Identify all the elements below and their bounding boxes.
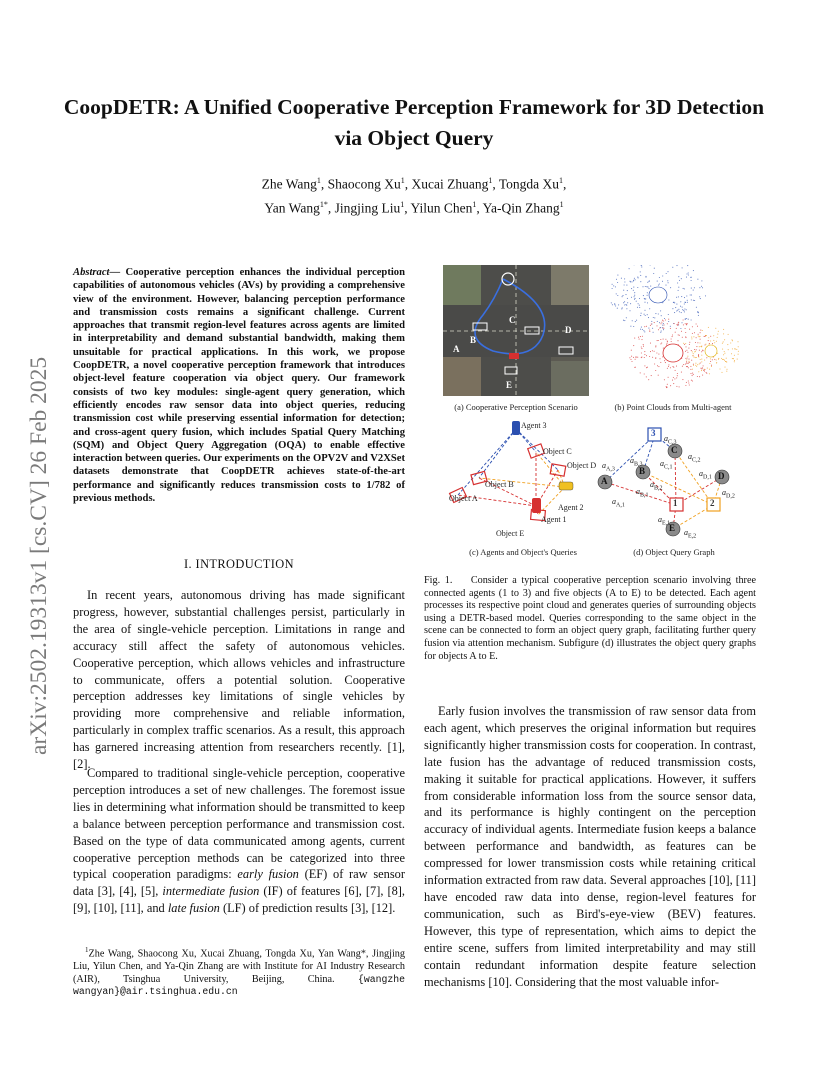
edge-label: $a_{B,1}$ xyxy=(636,487,649,499)
footnote-mark: 1 xyxy=(85,946,89,954)
arxiv-stamp-text: arXiv:2502.19313v1 [cs.CV] 26 Feb 2025 xyxy=(26,356,52,755)
affiliation-footnote xyxy=(73,944,405,999)
intro-paragraph-2 xyxy=(73,765,405,917)
author-affiliation-mark: 1 xyxy=(316,176,321,185)
node-agent-2: 2 xyxy=(710,498,715,508)
figure-d-query-graph xyxy=(596,418,752,543)
edge-label: $a_{E,2}$ xyxy=(684,528,697,540)
author-affiliation-mark: 1 xyxy=(559,199,564,209)
edge-label: $a_{C,3}$ xyxy=(664,434,677,446)
figure-a-scene xyxy=(443,265,589,396)
node-agent-1: 1 xyxy=(673,498,678,508)
label-object-e: Object E xyxy=(496,529,525,538)
intro-p2-part-b: (EF) of raw sensor data [3], [4], [5], xyxy=(73,867,405,899)
node-object-e: E xyxy=(669,523,676,533)
abstract-text: Cooperative perception enhances the individual perception capabilities of autonomous vehicles (AVs) by providing a comprehensive view of the environment. However, balancing perception performance and transmission costs remains a significant challenge. Current approaches that transmit region-level features across agents are limited in interpretability and demand substantial bandwidth, making them unsuitable for practical applications. In this work, we propose CoopDETR, a novel cooperative perception framework that introduces object-level feature cooperation via object query. Our framework consists of two key modules: single-agent query generation, which efficiently encodes raw sensor data into object queries, reducing transmission cost while preserving essential information for detection; and cross-agent query fusion, which includes Spatial Query Matching (SQM) and Object Query Aggregation (OQA) to enable effective interaction between queries. Our experiments on the OPV2V and V2XSet datasets demonstrate that CoopDETR achieves state-of-the-art performance and significantly reduces transmission costs to 1/782 of previous methods. xyxy=(73,267,405,505)
paper-title: CoopDETR: A Unified Cooperative Perception Framework for 3D Detection via Object Query xyxy=(63,95,765,150)
author-name: Zhe Wang xyxy=(261,176,317,192)
footnote-text: Zhe Wang, Shaocong Xu, Xucai Zhuang, Tongda Xu, Yan Wang*, Jingjing Liu, Yilun Chen, and Ya-Qin Zhang are with Institute for AI Industry Research (AIR), Tsinghua University, Beijing, China. xyxy=(73,948,405,985)
node-object-d: D xyxy=(718,471,725,481)
author-name: Ya-Qin Zhang xyxy=(482,200,560,215)
arxiv-stamp xyxy=(16,290,56,760)
label-agent-3: Agent 3 xyxy=(521,421,547,430)
figure-caption-text: Consider a typical cooperative perception scenario involving three connected agents (1 to 3) and five objects (A to E) to be detected. Each agent processes its respective point cloud and generates queries of surrounding objects using a DETR-based model. Queries corresponding to the same object in the scene can be connected to form an object query graph, facilitating further query fusion via attention mechanism. Subfigure (d) illustrates the object query graphs for objects A to E. xyxy=(424,575,756,662)
scene-label-e: E xyxy=(506,380,513,390)
figure-c-agents-queries xyxy=(443,418,603,543)
author-line-2: Yan Wang$^{1*}$, Jingjing Liu$^1$, Yilun Chen$^1$, Ya-Qin Zhang$^1$ xyxy=(264,199,564,215)
author-name: Shaocong Xu xyxy=(327,176,401,192)
author-name: Yilun Chen xyxy=(410,200,473,215)
author-affiliation-mark: 1* xyxy=(319,199,328,209)
scene-label-a: A xyxy=(453,344,460,354)
scene-label-c: C xyxy=(509,315,516,325)
edge-label: $a_{A,1}$ xyxy=(612,497,625,509)
node-object-a: A xyxy=(601,476,608,486)
node-object-c: C xyxy=(671,445,678,455)
edge-label: $a_{E,1}$ xyxy=(658,515,671,527)
footnote-email: {wangzhe wangyan}@air.tsinghua.edu.cn xyxy=(73,973,405,998)
author-name: Xucai Zhuang xyxy=(411,176,489,192)
figure-b-point-clouds xyxy=(598,265,748,396)
figure-caption xyxy=(424,575,756,663)
subcaption-b: (b) Point Clouds from Multi-agent xyxy=(614,402,732,412)
edge-label: $a_{A,3}$ xyxy=(602,461,615,473)
term-late-fusion: late fusion xyxy=(167,901,220,916)
label-object-a: Object A xyxy=(449,494,478,503)
edge-label: $a_{C,1}$ xyxy=(660,459,673,471)
right-column-paragraph-text: Early fusion involves the transmission of raw sensor data from each agent, which preserves the original information but requires significantly higher transmission costs for cooperation. In contrast, late fusion has the advantage of reduced transmission costs, making it suitable for practical applications. However, it suffers from considerable information loss from the source sensor data, and its performance is highly contingent on the perception accuracy of individual agents. Intermediate fusion keeps a balance between performance and bandwidth, as features can be compressed for lower transmission costs while retaining critical information extracted from raw data. Several approaches [10], [11] have encoded raw data into dense, region-level features for communication, such as Bird's-eye-view (BEV) features. However, this type of representation, which aims to depict the entire scene, suffers from limited interpretability and may still contain redundant information despite feature selection mechanisms [10]. Considering that the most valuable infor- xyxy=(424,704,756,989)
author-name: Yan Wang xyxy=(264,200,320,215)
label-object-d: Object D xyxy=(567,461,597,470)
abstract: Abstract— Cooperative perception enhances the individual perception capabilities of autonomous vehicles (AVs) by providing a comprehensive view of the environment. However, balancing perception performance and transmission costs remains a significant challenge. Current approaches that transmit region-level features across agents are limited in interpretability and demand substantial bandwidth, making them unsuitable for practical applications. In this work, we propose CoopDETR, a novel cooperative perception framework that introduces object-level feature cooperation via object query. Our framework consists of two key modules: single-agent query generation, which efficiently encodes raw sensor data into object queries, reducing transmission cost while preserving essential information for detection; and cross-agent query fusion, which includes Spatial Query Matching (SQM) and Object Query Aggregation (OQA) to enable effective interaction between queries. Our experiments on the OPV2V and V2XSet datasets demonstrate that CoopDETR achieves state-of-the-art performance and significantly reduces transmission costs to 1/782 of previous methods. xyxy=(73,267,405,505)
intro-p2-part-a: Compared to traditional single-vehicle perception, cooperative perception introduces a set of new challenges. The foremost issue lies in determining what information should be transmitted to keep a balance between perception performance and transmission cost. Based on the type of data communicated among agents, current cooperative perception methods can be categorized into three typical cooperation paradigms: xyxy=(73,766,405,882)
edge-label: $a_{B,3}$ xyxy=(630,456,643,468)
section-heading-introduction: I. INTRODUCTION xyxy=(184,557,294,571)
subcaption-a: (a) Cooperative Perception Scenario xyxy=(454,402,578,412)
author-affiliation-mark: 1 xyxy=(400,199,405,209)
edge-label: $a_{D,2}$ xyxy=(722,488,735,500)
scene-label-b: B xyxy=(470,335,477,345)
author-list xyxy=(90,171,738,218)
scene-label-d: D xyxy=(565,325,572,335)
edge-label: $a_{B,2}$ xyxy=(650,480,663,492)
edge-label: $a_{D,1}$ xyxy=(699,469,712,481)
term-intermediate-fusion: intermediate fusion xyxy=(162,884,260,899)
subcaption-d: (d) Object Query Graph xyxy=(633,547,715,557)
author-affiliation-mark: 1 xyxy=(472,199,477,209)
label-object-c: Object C xyxy=(543,447,572,456)
intro-paragraph-1 xyxy=(73,587,405,773)
author-affiliation-mark: 1 xyxy=(488,176,493,185)
label-agent-2: Agent 2 xyxy=(558,503,584,512)
right-column-paragraph xyxy=(424,703,756,990)
intro-paragraph-1-text: In recent years, autonomous driving has made significant progress, however, substantial challenges persist, particularly in the area of single-vehicle perception. Limitations in range and accuracy still affect the safety of autonomous vehicles. Cooperative perception, which allows vehicles and infrastructure to communicate, offers a potential solution. Cooperative perception addresses key limitations of single vehicles by providing more comprehensive and reliable information, particularly in complex traffic scenarios. As a result, this approach has garnered increasing attention from researchers recently. [1], [2]. xyxy=(73,588,405,772)
author-affiliation-mark: 1 xyxy=(559,176,564,185)
node-agent-3: 3 xyxy=(651,428,656,438)
label-agent-1: Agent 1 xyxy=(541,515,567,524)
figure-caption-label: Fig. 1. xyxy=(424,575,453,586)
node-object-b: B xyxy=(639,466,646,476)
abstract-label: Abstract xyxy=(73,267,110,278)
intro-p2-part-d: (LF) of prediction results [3], [12]. xyxy=(219,901,396,916)
author-name: Tongda Xu xyxy=(498,176,560,192)
edge-label: $a_{C,2}$ xyxy=(688,452,701,464)
author-affiliation-mark: 1 xyxy=(400,176,405,185)
author-line-1: Zhe Wang$^1$, Shaocong Xu$^1$, Xucai Zhuang$^1$, Tongda Xu$^1$, xyxy=(261,176,567,192)
term-early-fusion: early fusion xyxy=(237,867,299,882)
author-name: Jingjing Liu xyxy=(334,200,401,215)
label-object-b: Object B xyxy=(485,480,514,489)
subcaption-c: (c) Agents and Object's Queries xyxy=(469,547,577,557)
intro-p2-part-c: (IF) of features [6], [7], [8], [9], [10], [11], and xyxy=(73,884,405,916)
